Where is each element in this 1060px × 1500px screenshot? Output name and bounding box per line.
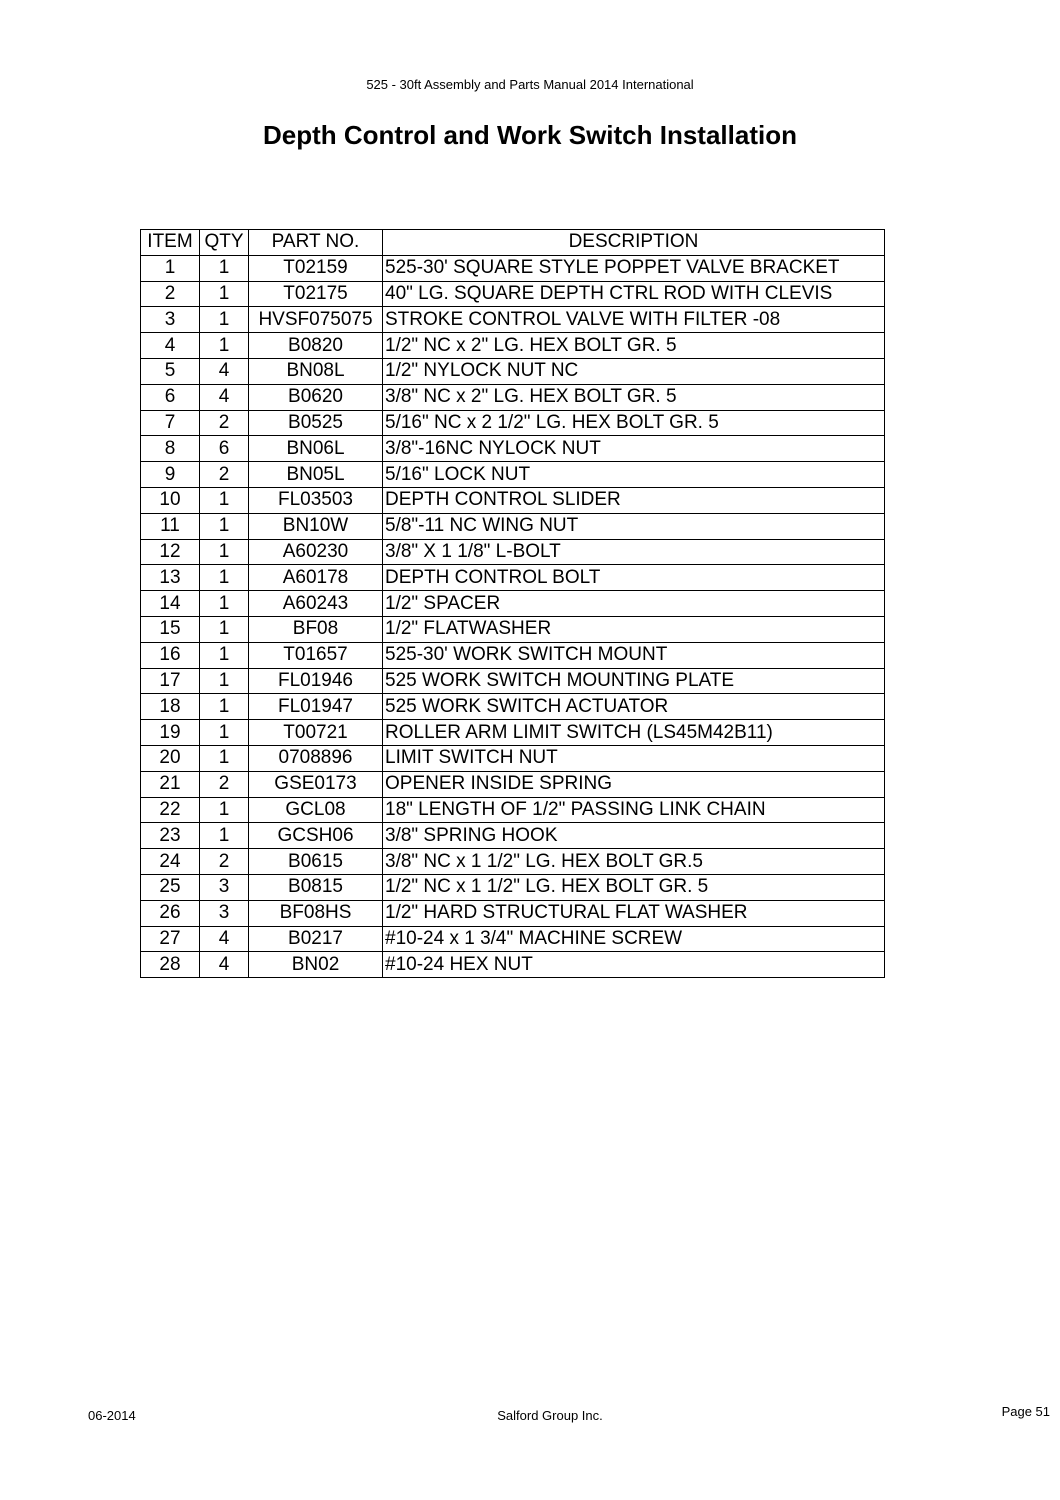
table-row: [141, 487, 885, 513]
cell-qty: 4: [200, 926, 249, 952]
cell-item: 18: [141, 694, 200, 720]
cell-part-no: B0620: [249, 384, 383, 410]
cell-item: 10: [141, 487, 200, 513]
cell-item: 13: [141, 565, 200, 591]
cell-qty: 1: [200, 307, 249, 333]
table-row: [141, 720, 885, 746]
cell-part-no: HVSF075075: [249, 307, 383, 333]
cell-part-no: FL03503: [249, 487, 383, 513]
cell-item: 16: [141, 642, 200, 668]
column-header-qty: QTY: [200, 230, 249, 256]
cell-item: 11: [141, 513, 200, 539]
cell-description: 5/16" NC x 2 1/2" LG. HEX BOLT GR. 5: [383, 410, 885, 436]
cell-part-no: A60178: [249, 565, 383, 591]
cell-part-no: GCSH06: [249, 823, 383, 849]
table-row: [141, 745, 885, 771]
table-row: [141, 333, 885, 359]
cell-description: DEPTH CONTROL BOLT: [383, 565, 885, 591]
cell-qty: 2: [200, 849, 249, 875]
footer-company: Salford Group Inc.: [497, 1408, 603, 1423]
cell-description: 1/2" NC x 2" LG. HEX BOLT GR. 5: [383, 333, 885, 359]
cell-qty: 1: [200, 565, 249, 591]
cell-qty: 1: [200, 797, 249, 823]
document-header: 525 - 30ft Assembly and Parts Manual 2014 International: [366, 77, 694, 92]
table-row: [141, 642, 885, 668]
table-row: [141, 900, 885, 926]
cell-part-no: B0525: [249, 410, 383, 436]
table-row: [141, 358, 885, 384]
cell-part-no: BN05L: [249, 462, 383, 488]
table-row: [141, 539, 885, 565]
table-row: [141, 926, 885, 952]
table-row: [141, 462, 885, 488]
table-row: [141, 849, 885, 875]
cell-description: 1/2" SPACER: [383, 591, 885, 617]
cell-item: 27: [141, 926, 200, 952]
cell-part-no: T01657: [249, 642, 383, 668]
cell-qty: 3: [200, 874, 249, 900]
cell-qty: 1: [200, 487, 249, 513]
column-header-item: ITEM: [141, 230, 200, 256]
cell-item: 7: [141, 410, 200, 436]
table-row: [141, 255, 885, 281]
cell-description: 525-30' SQUARE STYLE POPPET VALVE BRACKET: [383, 255, 885, 281]
cell-qty: 1: [200, 642, 249, 668]
cell-description: 40" LG. SQUARE DEPTH CTRL ROD WITH CLEVIS: [383, 281, 885, 307]
cell-part-no: GCL08: [249, 797, 383, 823]
cell-description: DEPTH CONTROL SLIDER: [383, 487, 885, 513]
cell-description: 525-30' WORK SWITCH MOUNT: [383, 642, 885, 668]
table-row: [141, 384, 885, 410]
table-row: [141, 952, 885, 978]
cell-item: 14: [141, 591, 200, 617]
cell-part-no: FL01947: [249, 694, 383, 720]
cell-description: 3/8" X 1 1/8" L-BOLT: [383, 539, 885, 565]
table-row: [141, 797, 885, 823]
cell-description: 3/8"-16NC NYLOCK NUT: [383, 436, 885, 462]
cell-item: 19: [141, 720, 200, 746]
cell-item: 17: [141, 668, 200, 694]
cell-item: 28: [141, 952, 200, 978]
cell-description: 18" LENGTH OF 1/2" PASSING LINK CHAIN: [383, 797, 885, 823]
cell-item: 2: [141, 281, 200, 307]
cell-qty: 2: [200, 771, 249, 797]
table-row: [141, 771, 885, 797]
table-row: [141, 823, 885, 849]
cell-part-no: FL01946: [249, 668, 383, 694]
cell-qty: 4: [200, 358, 249, 384]
cell-item: 15: [141, 616, 200, 642]
cell-description: 1/2" NYLOCK NUT NC: [383, 358, 885, 384]
cell-part-no: BN08L: [249, 358, 383, 384]
parts-table-body: [141, 255, 885, 977]
cell-item: 21: [141, 771, 200, 797]
table-row: [141, 281, 885, 307]
cell-qty: 1: [200, 616, 249, 642]
column-header-description: DESCRIPTION: [383, 230, 885, 256]
cell-description: 1/2" FLATWASHER: [383, 616, 885, 642]
cell-item: 25: [141, 874, 200, 900]
cell-description: 1/2" HARD STRUCTURAL FLAT WASHER: [383, 900, 885, 926]
cell-qty: 1: [200, 745, 249, 771]
cell-qty: 1: [200, 513, 249, 539]
cell-item: 8: [141, 436, 200, 462]
cell-part-no: GSE0173: [249, 771, 383, 797]
parts-table: [140, 229, 885, 978]
cell-part-no: BF08HS: [249, 900, 383, 926]
cell-qty: 1: [200, 694, 249, 720]
cell-item: 3: [141, 307, 200, 333]
cell-part-no: A60243: [249, 591, 383, 617]
table-row: [141, 668, 885, 694]
cell-item: 5: [141, 358, 200, 384]
table-row: [141, 410, 885, 436]
column-header-part-no: PART NO.: [249, 230, 383, 256]
cell-part-no: BN10W: [249, 513, 383, 539]
table-row: [141, 591, 885, 617]
cell-item: 9: [141, 462, 200, 488]
cell-part-no: BN02: [249, 952, 383, 978]
cell-item: 12: [141, 539, 200, 565]
cell-description: 1/2" NC x 1 1/2" LG. HEX BOLT GR. 5: [383, 874, 885, 900]
cell-part-no: BN06L: [249, 436, 383, 462]
cell-item: 4: [141, 333, 200, 359]
cell-description: STROKE CONTROL VALVE WITH FILTER -08: [383, 307, 885, 333]
cell-description: 525 WORK SWITCH MOUNTING PLATE: [383, 668, 885, 694]
cell-description: 3/8" NC x 2" LG. HEX BOLT GR. 5: [383, 384, 885, 410]
cell-qty: 1: [200, 539, 249, 565]
cell-part-no: T02159: [249, 255, 383, 281]
cell-qty: 4: [200, 952, 249, 978]
cell-description: 3/8" NC x 1 1/2" LG. HEX BOLT GR.5: [383, 849, 885, 875]
cell-qty: 1: [200, 668, 249, 694]
table-row: [141, 694, 885, 720]
table-row: [141, 513, 885, 539]
cell-qty: 4: [200, 384, 249, 410]
cell-qty: 1: [200, 591, 249, 617]
cell-description: #10-24 x 1 3/4" MACHINE SCREW: [383, 926, 885, 952]
cell-description: OPENER INSIDE SPRING: [383, 771, 885, 797]
table-row: [141, 874, 885, 900]
table-row: [141, 307, 885, 333]
cell-part-no: B0815: [249, 874, 383, 900]
cell-part-no: BF08: [249, 616, 383, 642]
cell-qty: 1: [200, 255, 249, 281]
table-header-row: [141, 230, 885, 256]
page-title: Depth Control and Work Switch Installation: [263, 120, 797, 150]
cell-qty: 3: [200, 900, 249, 926]
cell-part-no: 0708896: [249, 745, 383, 771]
cell-qty: 1: [200, 333, 249, 359]
cell-qty: 2: [200, 410, 249, 436]
cell-part-no: A60230: [249, 539, 383, 565]
cell-item: 6: [141, 384, 200, 410]
cell-description: ROLLER ARM LIMIT SWITCH (LS45M42B11): [383, 720, 885, 746]
cell-qty: 2: [200, 462, 249, 488]
table-row: [141, 616, 885, 642]
cell-description: 5/16" LOCK NUT: [383, 462, 885, 488]
cell-description: 3/8" SPRING HOOK: [383, 823, 885, 849]
cell-qty: 6: [200, 436, 249, 462]
cell-item: 24: [141, 849, 200, 875]
cell-description: LIMIT SWITCH NUT: [383, 745, 885, 771]
cell-part-no: B0217: [249, 926, 383, 952]
cell-item: 23: [141, 823, 200, 849]
cell-item: 22: [141, 797, 200, 823]
cell-part-no: T00721: [249, 720, 383, 746]
cell-qty: 1: [200, 281, 249, 307]
cell-item: 20: [141, 745, 200, 771]
cell-description: #10-24 HEX NUT: [383, 952, 885, 978]
cell-part-no: B0615: [249, 849, 383, 875]
footer-page-number: Page 51: [1001, 1404, 1050, 1419]
table-row: [141, 436, 885, 462]
cell-part-no: T02175: [249, 281, 383, 307]
cell-item: 1: [141, 255, 200, 281]
table-row: [141, 565, 885, 591]
cell-part-no: B0820: [249, 333, 383, 359]
cell-qty: 1: [200, 823, 249, 849]
cell-qty: 1: [200, 720, 249, 746]
cell-item: 26: [141, 900, 200, 926]
cell-description: 5/8"-11 NC WING NUT: [383, 513, 885, 539]
cell-description: 525 WORK SWITCH ACTUATOR: [383, 694, 885, 720]
footer-date: 06-2014: [88, 1408, 136, 1423]
